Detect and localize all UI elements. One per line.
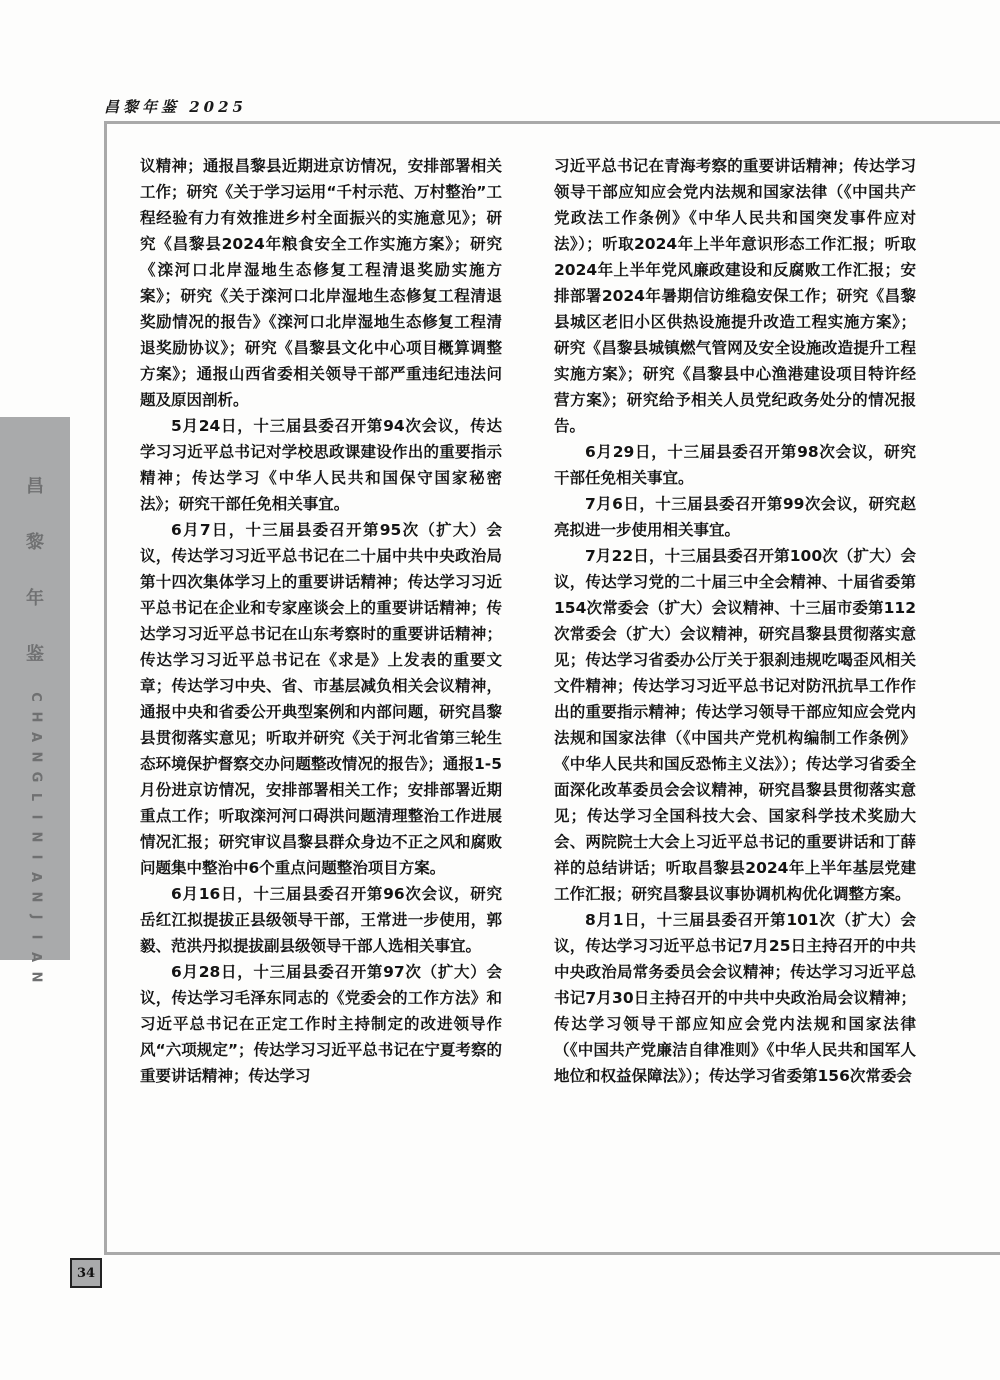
pinyin-letter: A (27, 731, 43, 743)
side-tab-chinese-title (26, 472, 44, 666)
paragraph: 议精神；通报昌黎县近期进京访情况，安排部署相关工作；研究《关于学习运用“千村示范、万村整治”工程经验有力有效推进乡村全面振兴的实施意见》；研究《昌黎县2024年粮食安全工作实施方案》；研究《滦河口北岸湿地生态修复工程清退奖励实施方案》；研究《关于滦河口北岸湿地生态修复工程清退奖励情况的报告》《滦河口北岸湿地生态修复工程清退奖励协议》；研究《昌黎县文化中心项目概算调整方案》；通报山西省委相关领导干部严重违纪违法问题及原因剖析。 (140, 157, 502, 409)
paragraph: 6月29日，十三届县委召开第98次会议，研究干部任免相关事宜。 (554, 443, 916, 487)
pinyin-letter: A (27, 871, 43, 883)
paragraph: 6月28日，十三届县委召开第97次（扩大）会议，传达学习毛泽东同志的《党委会的工作方法》和习近平总书记在正定工作时主持制定的改进领导作风“六项规定”；传达学习习近平总书记在宁夏考察的重要讲话精神；传达学习 (140, 963, 502, 1085)
side-tab-char: 昌 (26, 476, 44, 497)
paragraph: 6月7日，十三届县委召开第95次（扩大）会议，传达学习习近平总书记在二十届中共中央政治局第十四次集体学习上的重要讲话精神；传达学习习近平总书记在企业和专家座谈会上的重要讲话精神；传达学习习近平总书记在山东考察时的重要讲话精神；传达学习习近平总书记在《求是》上发表的重要文章；传达学习中央、省、市基层减负相关会议精神，通报中央和省委公开典型案例和内部问题，研究昌黎县贯彻落实意见；听取并研究《关于河北省第三轮生态环境保护督察交办问题整改情况的报告》；通报1-5月份进京访情况，安排部署相关工作；安排部署近期重点工作；听取滦河河口碍洪问题清理整治工作进展情况汇报；研究审议昌黎县群众身边不正之风和腐败问题集中整治中6个重点问题整治项目方案。 (140, 521, 502, 877)
pinyin-letter: J (27, 914, 43, 920)
paragraph: 5月24日，十三届县委召开第94次会议，传达学习习近平总书记对学校思政课建设作出的重要指示精神；传达学习《中华人民共和国保守国家秘密法》；研究干部任免相关事宜。 (140, 417, 502, 513)
side-tab-char: 鉴 (26, 644, 44, 665)
paragraph: 7月6日，十三届县委召开第99次会议，研究赵亮拟进一步使用相关事宜。 (554, 495, 916, 539)
side-tab-char: 年 (26, 588, 44, 609)
right-column (554, 153, 916, 1089)
side-tab-char: 黎 (26, 532, 44, 553)
pinyin-letter: N (27, 891, 43, 903)
pinyin-letter: A (27, 951, 43, 963)
pinyin-letter: I (27, 854, 43, 860)
side-tab-pinyin (27, 690, 43, 984)
paragraph: 6月16日，十三届县委召开第96次会议，研究岳红江拟提拔正县级领导干部，王常进一步使用，郭毅、范洪丹拟提拔副县级领导干部人选相关事宜。 (140, 885, 502, 955)
pinyin-letter: N (27, 831, 43, 843)
left-column (140, 153, 502, 1089)
paragraph: 习近平总书记在青海考察的重要讲话精神；传达学习领导干部应知应会党内法规和国家法律（《中国共产党政法工作条例》《中华人民共和国突发事件应对法》）；听取2024年上半年意识形态工作汇报；听取2024年上半年党风廉政建设和反腐败工作汇报；安排部署2024年暑期信访维稳安保工作；研究《昌黎县城区老旧小区供热设施提升改造工程实施方案》；研究《昌黎县城镇燃气管网及安全设施改造提升工程实施方案》；研究《昌黎县中心渔港建设项目特许经营方案》；研究给予相关人员党纪政务处分的情况报告。 (554, 157, 916, 435)
pinyin-letter: C (27, 692, 43, 702)
pinyin-letter: N (27, 971, 43, 983)
page-number: 34 (70, 1258, 102, 1288)
side-tab (0, 417, 70, 983)
pinyin-letter: I (27, 934, 43, 940)
pinyin-letter: L (27, 792, 43, 802)
paragraph: 8月1日，十三届县委召开第101次（扩大）会议，传达学习习近平总书记7月25日主持召开的中共中央政治局常务委员会会议精神；传达学习习近平总书记7月30日主持召开的中共中央政治局会议精神；传达学习领导干部应知应会党内法规和国家法律（《中国共产党廉洁自律准则》《中华人民共和国军人地位和权益保障法》）；传达学习省委第156次常委会 (554, 911, 916, 1085)
pinyin-letter: H (27, 711, 43, 723)
running-head: 昌黎年鉴 2025 (104, 98, 247, 116)
pinyin-letter: G (27, 771, 43, 783)
paragraph: 7月22日，十三届县委召开第100次（扩大）会议，传达学习党的二十届三中全会精神、十届省委第154次常委会（扩大）会议精神、十三届市委第112次常委会（扩大）会议精神，研究昌黎县贯彻落实意见；传达学习省委办公厅关于狠刹违规吃喝歪风相关文件精神；传达学习习近平总书记对防汛抗旱工作作出的重要指示精神；传达学习领导干部应知应会党内法规和国家法律（《中国共产党机构编制工作条例》《中华人民共和国反恐怖主义法》）；传达学习省委全面深化改革委员会会议精神，研究昌黎县贯彻落实意见；传达学习全国科技大会、国家科学技术奖励大会、两院院士大会上习近平总书记的重要讲话和丁薛祥的总结讲话；听取昌黎县2024年上半年基层党建工作汇报；研究昌黎县议事协调机构优化调整方案。 (554, 547, 916, 903)
pinyin-letter: N (27, 751, 43, 763)
pinyin-letter: I (27, 814, 43, 820)
